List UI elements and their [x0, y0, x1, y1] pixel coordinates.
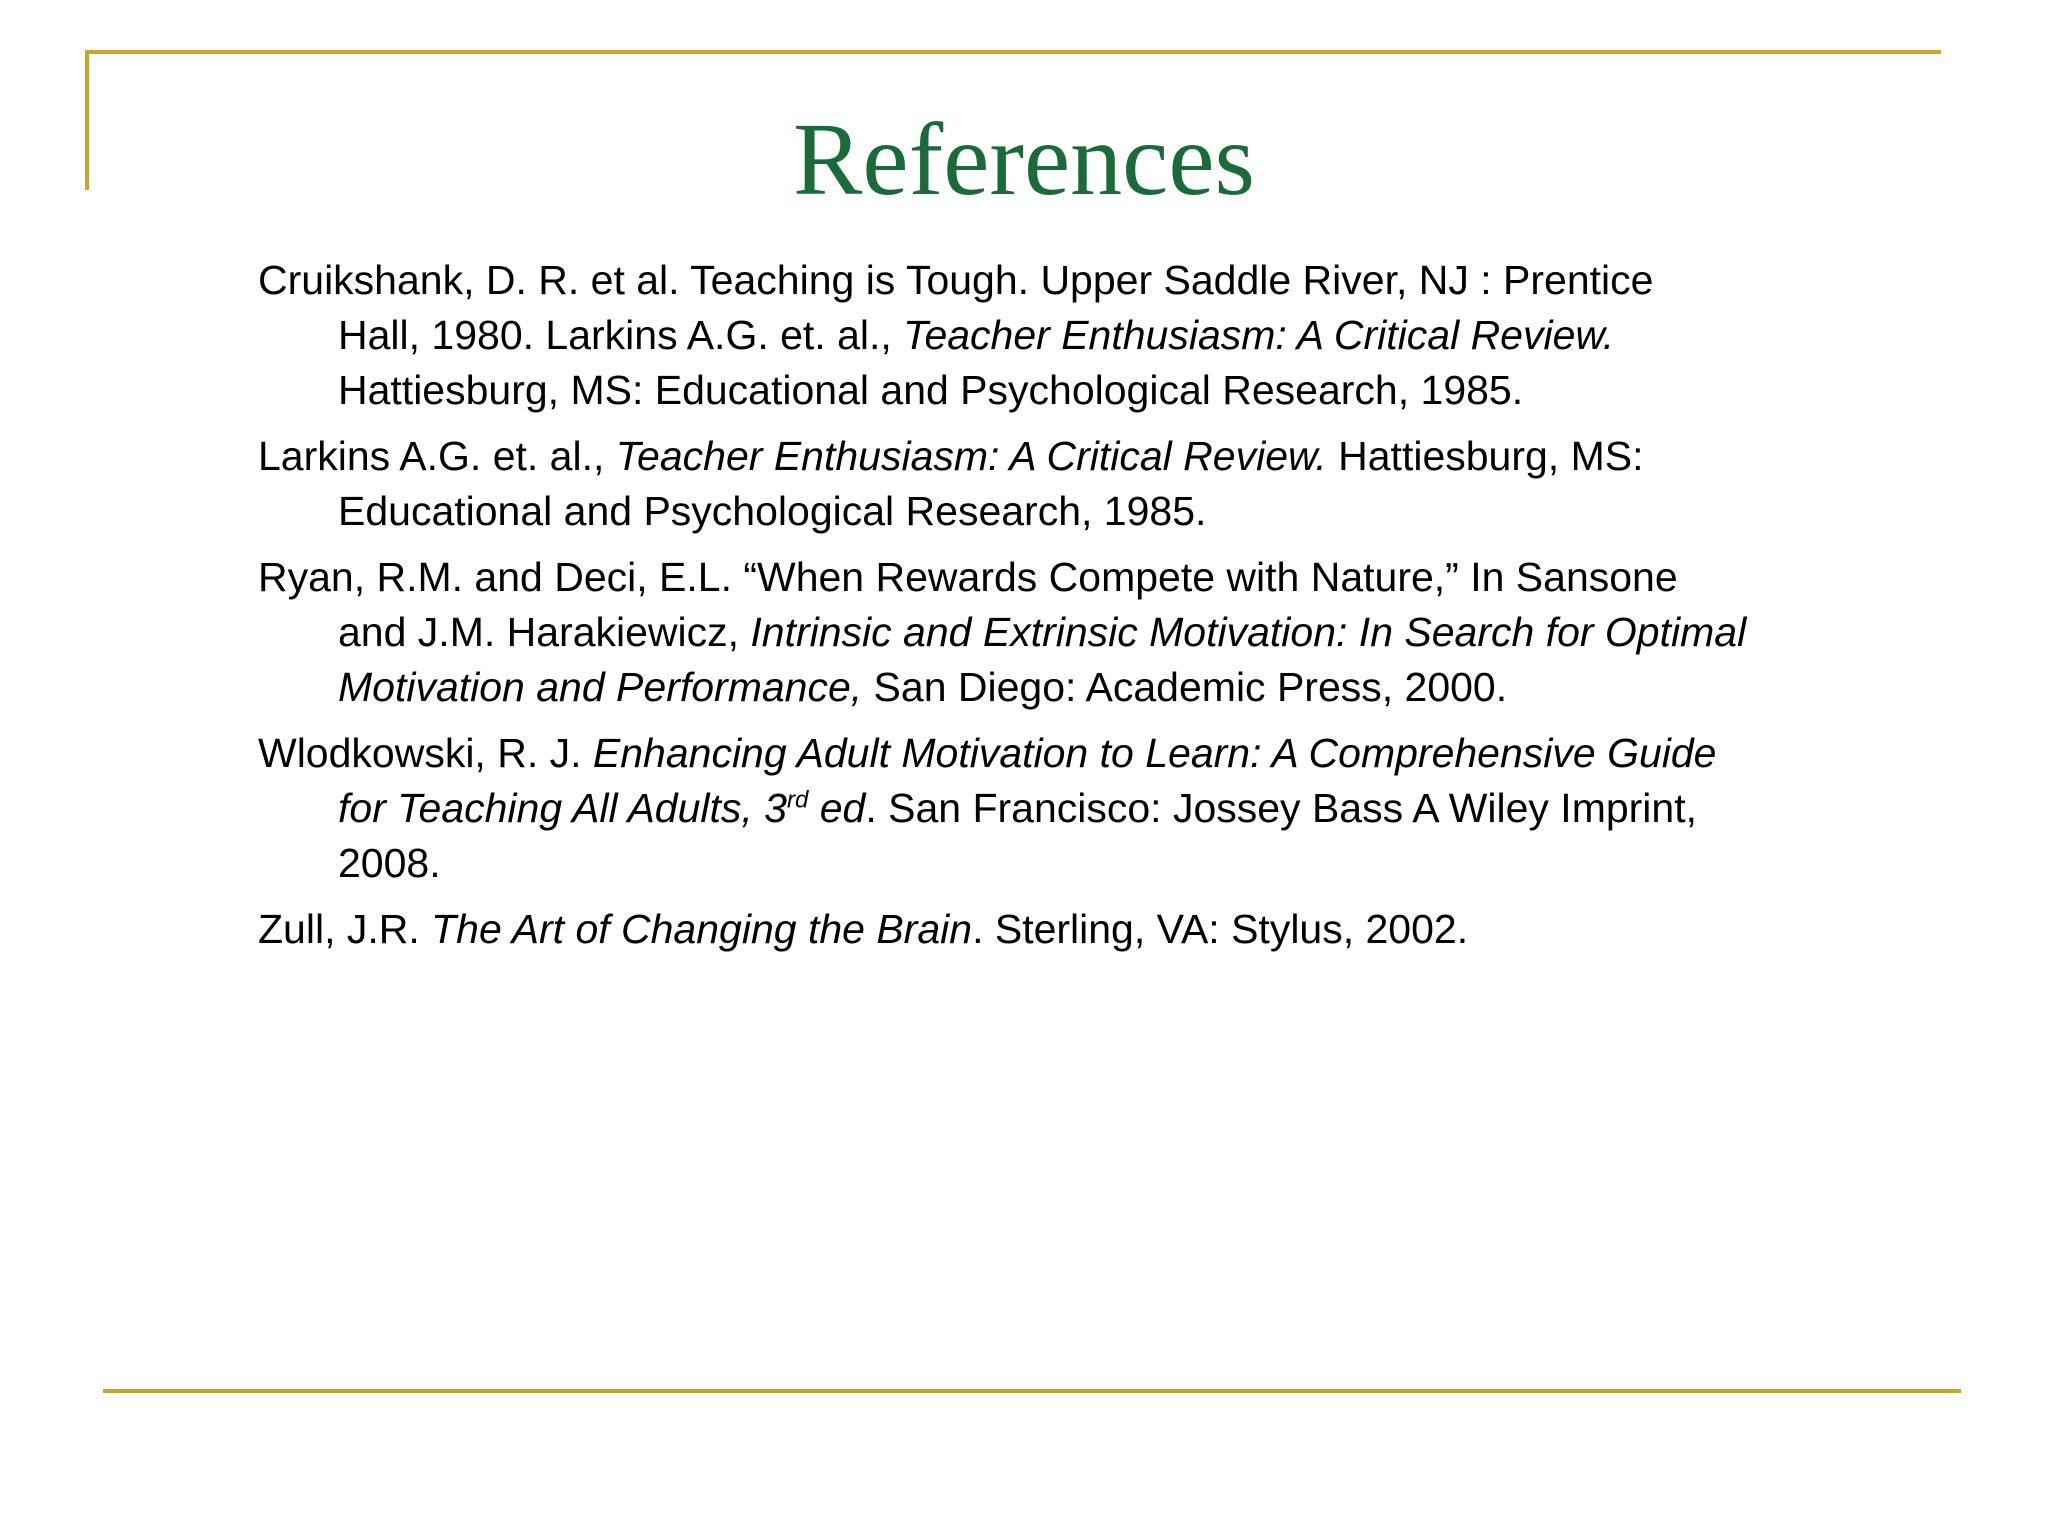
frame-bottom-rule — [103, 1389, 1961, 1393]
references-list — [258, 253, 1938, 968]
reference-larkins: Larkins A.G. et. al., Teacher Enthusiasm: A Critical Review. Hattiesburg, MS: Educational and Psychological Research, 1985. — [258, 433, 1644, 534]
reference-cruikshank: Cruikshank, D. R. et al. Teaching is Tough. Upper Saddle River, NJ : Prentice Hall, 1980. Larkins A.G. et. al., Teacher Enthusiasm: A Critical Review. Hattiesburg, MS: Educational and Psychological Research, 1985. — [258, 257, 1654, 413]
slide-title: References — [793, 102, 1255, 217]
reference-wlodkowski: Wlodkowski, R. J. Enhancing Adult Motivation to Learn: A Comprehensive Guide for Teaching All Adults, 3rd ed. San Francisco: Jossey Bass A Wiley Imprint, 2008. — [258, 730, 1717, 886]
reference-zull: Zull, J.R. The Art of Changing the Brain. Sterling, VA: Stylus, 2002. — [258, 906, 1469, 952]
frame-top-rule — [85, 50, 1941, 54]
reference-ryan-deci: Ryan, R.M. and Deci, E.L. “When Rewards Compete with Nature,” In Sansone and J.M. Harakiewicz, Intrinsic and Extrinsic Motivation: In Search for Optimal Motivation and Performance, San Diego: Academic Press, 2000. — [258, 554, 1747, 710]
